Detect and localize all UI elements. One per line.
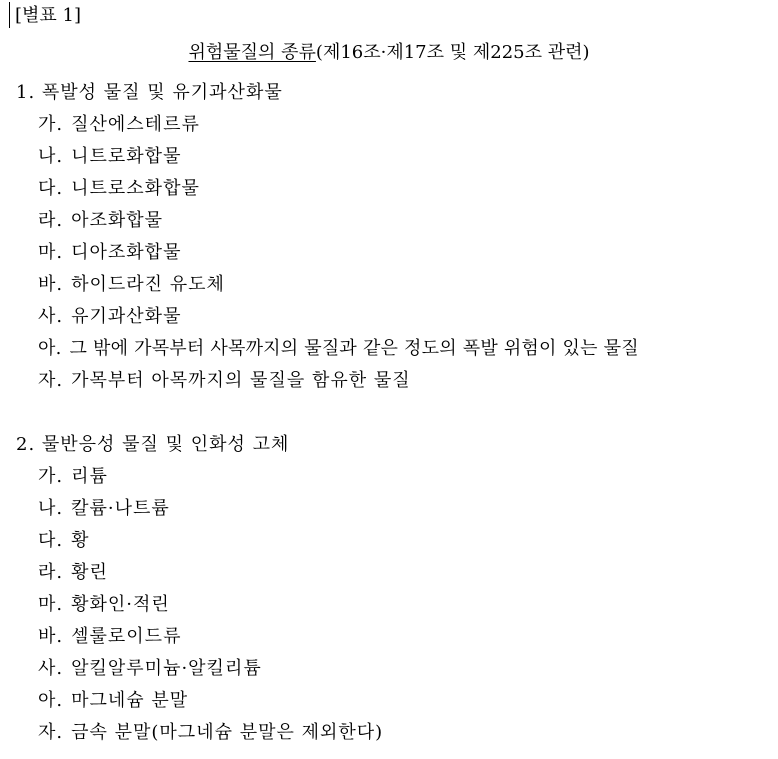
text-cursor bbox=[9, 2, 10, 28]
list-item: 다. 니트로소화합물 bbox=[38, 178, 200, 199]
list-item: 가. 리튬 bbox=[38, 466, 108, 487]
list-item: 마. 황화인·적린 bbox=[38, 594, 170, 615]
list-item: 사. 알킬알루미늄·알킬리튬 bbox=[38, 658, 262, 679]
section-heading-1: 1. 폭발성 물질 및 유기과산화물 bbox=[16, 82, 283, 103]
list-item: 아. 마그네슘 분말 bbox=[38, 690, 189, 711]
list-item: 사. 유기과산화물 bbox=[38, 306, 182, 327]
list-item: 나. 칼륨·나트륨 bbox=[38, 498, 170, 519]
list-item: 바. 셀룰로이드류 bbox=[38, 626, 182, 647]
list-item: 라. 황린 bbox=[38, 562, 108, 583]
list-item: 다. 황 bbox=[38, 530, 90, 551]
list-item: 아. 그 밖에 가목부터 사목까지의 물질과 같은 정도의 폭발 위험이 있는 물질 bbox=[38, 338, 639, 359]
list-item: 나. 니트로화합물 bbox=[38, 146, 182, 167]
section-heading-2: 2. 물반응성 물질 및 인화성 고체 bbox=[16, 434, 290, 455]
list-item: 라. 아조화합물 bbox=[38, 210, 164, 231]
title-reference: (제16조·제17조 및 제225조 관련) bbox=[315, 42, 590, 63]
list-item: 가. 질산에스테르류 bbox=[38, 114, 200, 135]
list-item: 자. 금속 분말(마그네슘 분말은 제외한다) bbox=[38, 722, 384, 743]
document-title bbox=[0, 40, 778, 66]
annex-label: [별표 1] bbox=[15, 5, 81, 26]
title-main: 위험물질의 종류 bbox=[188, 42, 316, 63]
list-item: 자. 가목부터 아목까지의 물질을 함유한 물질 bbox=[38, 370, 411, 391]
list-item: 바. 하이드라진 유도체 bbox=[38, 274, 225, 295]
list-item: 마. 디아조화합물 bbox=[38, 242, 182, 263]
